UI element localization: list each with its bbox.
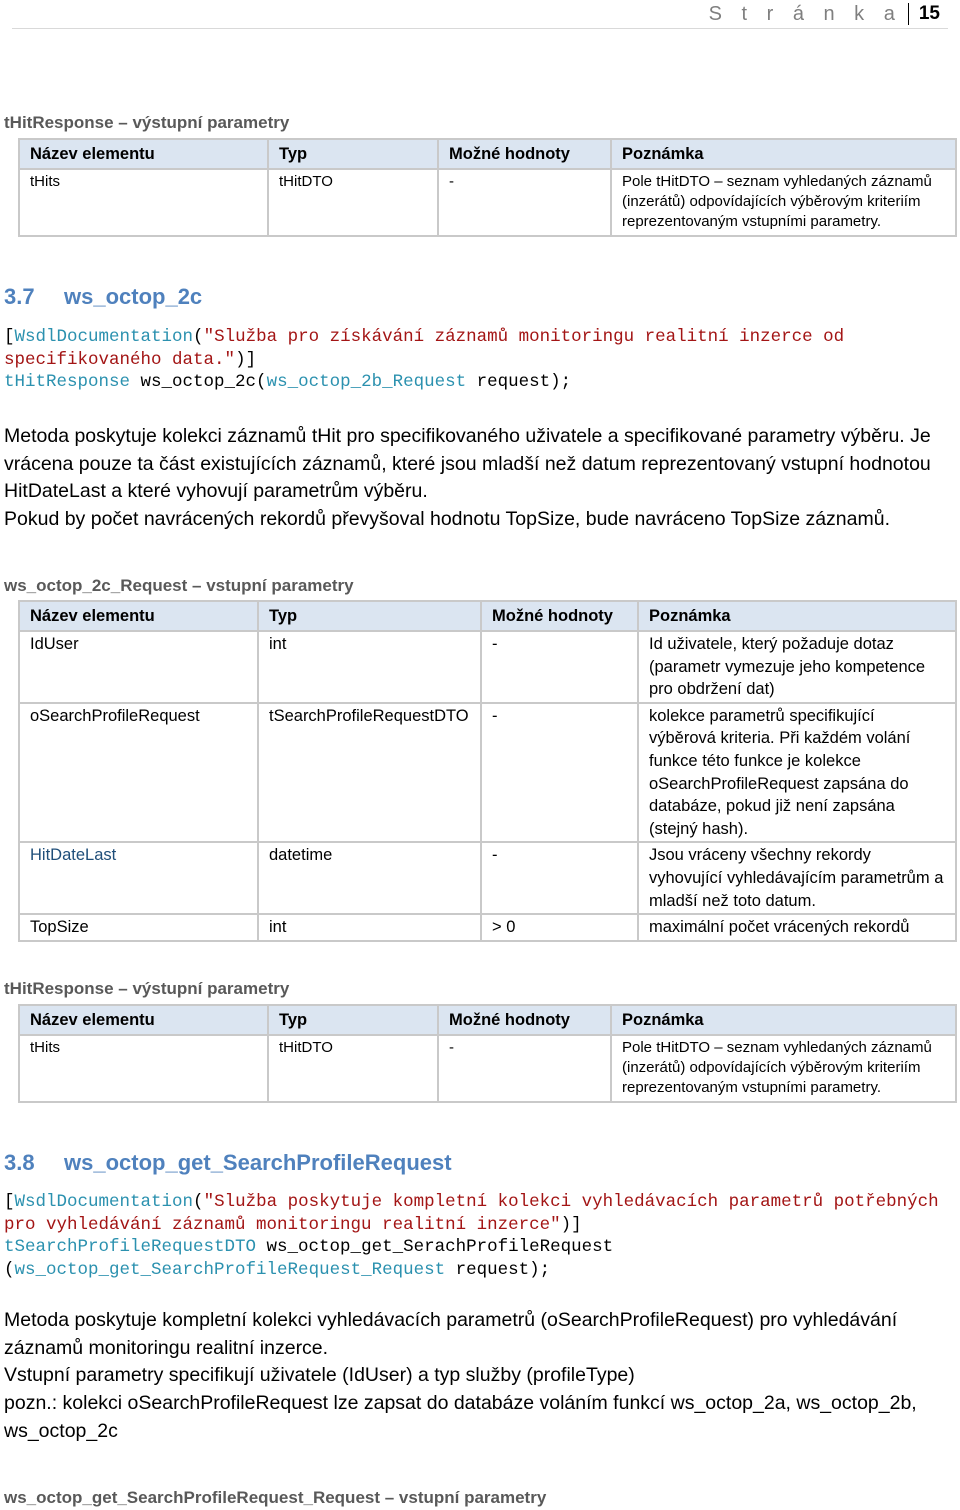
cell-name: tHits — [19, 1035, 268, 1102]
cell-type: tSearchProfileRequestDTO — [258, 703, 481, 843]
table3-caption: tHitResponse – výstupní parametry — [4, 979, 290, 998]
section-3-8-paragraph-2: Vstupní parametry specifikují uživatele (IdUser) a typ služby (profileType) — [4, 1364, 635, 1386]
cell-values: - — [481, 842, 638, 914]
section-title: ws_octop_2c — [64, 284, 203, 309]
cell-name: tHits — [19, 169, 268, 236]
page-header — [709, 0, 940, 28]
cell-note: maximální počet vrácených rekordů — [638, 914, 956, 941]
cell-values: - — [438, 169, 611, 236]
cell-note: Id uživatele, který požaduje dotaz (parametr vymezuje jeho kompetence pro obdržení dat) — [638, 631, 956, 703]
column-header-type: Typ — [268, 139, 438, 169]
table2-caption: ws_octop_2c_Request – vstupní parametry — [4, 576, 354, 595]
table-header-row — [19, 1005, 956, 1035]
table4-caption: ws_octop_get_SearchProfileRequest_Request – vstupní parametry — [4, 1488, 547, 1507]
page-number: 15 — [918, 3, 940, 24]
cell-type: datetime — [258, 842, 481, 914]
column-header-note: Poznámka — [611, 139, 956, 169]
section-3-7-paragraph-2: Pokud by počet navrácených rekordů převyšoval hodnotu TopSize, bude navráceno TopSize záznamů. — [4, 508, 891, 530]
table-row — [19, 703, 956, 843]
table-row — [19, 631, 956, 703]
cell-name: oSearchProfileRequest — [19, 703, 258, 843]
cell-values: > 0 — [481, 914, 638, 941]
column-header-type: Typ — [258, 601, 481, 631]
cell-note: Pole tHitDTO – seznam vyhledaných záznamů (inzerátů) odpovídajících výběrovým kriteriím reprezentovaným vstupními parametry. — [611, 1035, 956, 1102]
table2 — [18, 600, 957, 942]
column-header-values: Možné hodnoty — [438, 1005, 611, 1035]
column-header-values: Možné hodnoty — [481, 601, 638, 631]
cell-note: kolekce parametrů specifikující výběrová kriteria. Při každém volání funkce této funkce je kolekce oSearchProfileRequest zapsána do databáze, pokud již není zapsána (stejný hash). — [638, 703, 956, 843]
table-row — [19, 1035, 956, 1102]
code-block-3-7: [WsdlDocumentation("Služba pro získávání záznamů monitoringu realitní inzerce od specifikovaného data.")] tHitResponse ws_octop_2c(ws_octop_2b_Request request); — [4, 327, 845, 392]
page-label: S t r á n k a — [708, 2, 902, 25]
cell-note: Pole tHitDTO – seznam vyhledaných záznamů (inzerátů) odpovídajících výběrovým kriteriím reprezentovaným vstupními parametry. — [611, 169, 956, 236]
column-header-values: Možné hodnoty — [438, 139, 611, 169]
cell-name: HitDateLast — [19, 842, 258, 914]
section-heading-3-8 — [4, 1150, 452, 1176]
cell-type: int — [258, 631, 481, 703]
section-number: 3.8 — [4, 1150, 35, 1175]
header-separator — [908, 3, 909, 25]
cell-type: int — [258, 914, 481, 941]
table-row — [19, 842, 956, 914]
table-header-row — [19, 139, 956, 169]
column-header-note: Poznámka — [611, 1005, 956, 1035]
cell-type: tHitDTO — [268, 169, 438, 236]
table1 — [18, 138, 957, 237]
cell-values: - — [481, 703, 638, 843]
cell-note: Jsou vráceny všechny rekordy vyhovující vyhledávajícím parametrům a mladší než toto datum. — [638, 842, 956, 914]
column-header-name: Název elementu — [19, 601, 258, 631]
section-number: 3.7 — [4, 284, 35, 309]
section-3-8-paragraph-1: Metoda poskytuje kompletní kolekci vyhledávacích parametrů (oSearchProfileRequest) pro vyhledávání záznamů monitoringu realitní inzerce. — [4, 1309, 898, 1359]
column-header-name: Název elementu — [19, 139, 268, 169]
cell-values: - — [438, 1035, 611, 1102]
table1-caption: tHitResponse – výstupní parametry — [4, 113, 290, 132]
column-header-name: Název elementu — [19, 1005, 268, 1035]
table-header-row — [19, 601, 956, 631]
section-title: ws_octop_get_SearchProfileRequest — [64, 1150, 452, 1175]
table3 — [18, 1004, 957, 1103]
code-block-3-8: [WsdlDocumentation("Služba poskytuje kompletní kolekci vyhledávacích parametrů potřebných pro vyhledávání záznamů monitoringu realitní inzerce")] tSearchProfileRequestDTO ws_octop_get_SerachProfileRequest (ws_octop_get_SearchProfileRequest_Request request); — [4, 1192, 939, 1280]
column-header-note: Poznámka — [638, 601, 956, 631]
header-divider — [12, 28, 948, 29]
cell-name: IdUser — [19, 631, 258, 703]
section-3-7-paragraph-1: Metoda poskytuje kolekci záznamů tHit pro specifikovaného uživatele a specifikované parametry výběru. Je vrácena pouze ta část existujících záznamů, které jsou mladší než datum reprezentovaný vstupní hodnotou HitDateLast a které vyhovují parametrům výběru. — [4, 425, 931, 503]
column-header-type: Typ — [268, 1005, 438, 1035]
table-row — [19, 169, 956, 236]
section-heading-3-7 — [4, 284, 202, 310]
table-row — [19, 914, 956, 941]
cell-values: - — [481, 631, 638, 703]
cell-name: TopSize — [19, 914, 258, 941]
section-3-8-paragraph-3: pozn.: kolekci oSearchProfileRequest lze zapsat do databáze voláním funkcí ws_octop_2a, ws_octop_2b, ws_octop_2c — [4, 1392, 917, 1442]
cell-type: tHitDTO — [268, 1035, 438, 1102]
